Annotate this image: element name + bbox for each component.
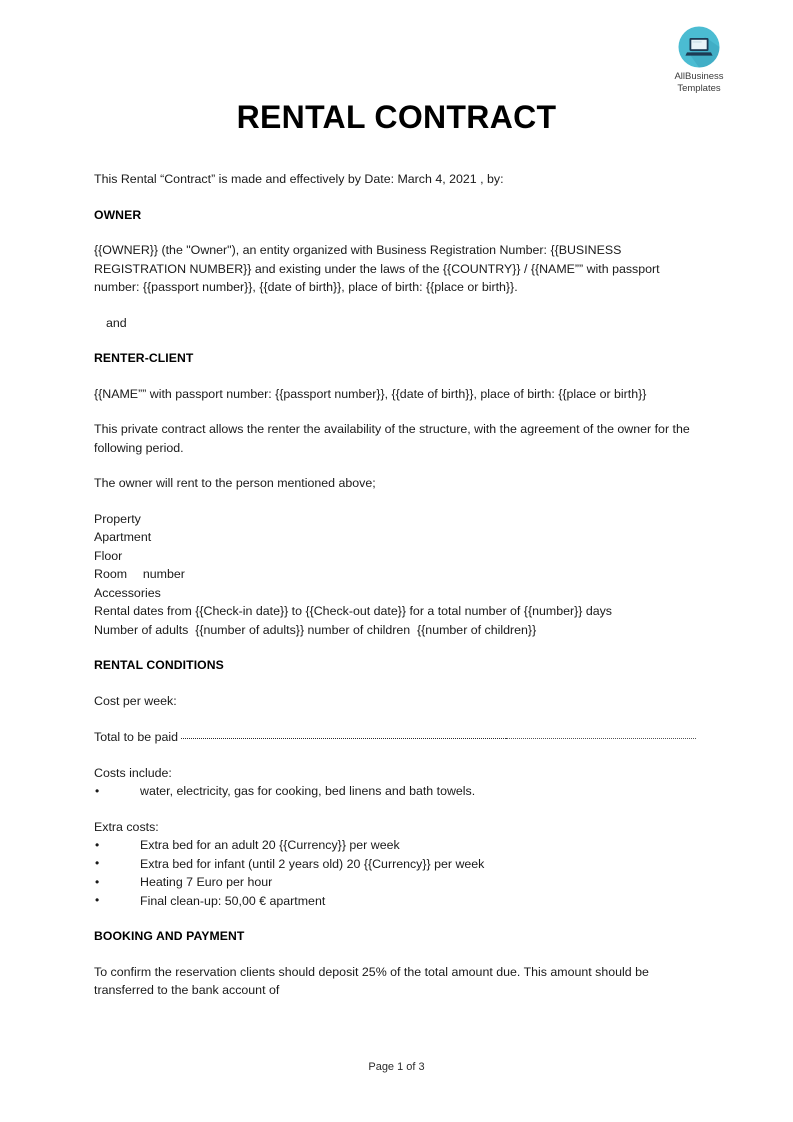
total-to-be-paid-label: Total to be paid [94, 730, 182, 744]
booking-and-payment-heading: BOOKING AND PAYMENT [94, 929, 245, 943]
owner-heading: OWNER [94, 207, 142, 222]
document-body [94, 170, 696, 1017]
list-item: Room number [94, 567, 185, 581]
costs-include-label: Costs include: [94, 765, 172, 780]
bullet-icon: • [95, 874, 100, 889]
list-item: Property [94, 511, 141, 526]
list-item: Number of adults {{number of adults}} number of children {{number of children}} [94, 622, 537, 637]
page-footer: Page 1 of 3 [368, 1061, 425, 1073]
rental-conditions-heading: RENTAL CONDITIONS [94, 658, 224, 672]
renter-client-paragraph: {{NAME”” with passport number: {{passport number}}, {{date of birth}}, place of birth: {{place or birth}} [94, 386, 647, 401]
brand-logo-text [643, 71, 755, 94]
costs-include-list [94, 782, 696, 801]
bullet-icon: • [95, 856, 100, 870]
total-to-be-paid-row [94, 727, 696, 747]
list-item-label: Final clean-up: 50,00 € apartment [140, 893, 326, 908]
bullet-icon: • [95, 783, 100, 798]
list-item [94, 873, 696, 892]
page-title: RENTAL CONTRACT [236, 99, 557, 135]
brand-logo-line1: AllBusiness [674, 71, 724, 82]
booking-and-payment-paragraph: To confirm the reservation clients should deposit 25% of the total amount due. This amount should be transferred to the bank account of [94, 964, 649, 997]
list-item: Apartment [94, 530, 152, 544]
list-item [94, 855, 696, 874]
owner-will-rent-paragraph: The owner will rent to the person mentioned above; [94, 476, 376, 490]
list-item-label: Extra bed for infant (until 2 years old) 20 {{Currency}} per week [140, 856, 485, 871]
brand-logo-line2: Templates [677, 82, 721, 94]
list-item [94, 836, 696, 855]
brand-logo [643, 26, 755, 94]
list-item-label: water, electricity, gas for cooking, bed linens and bath towels. [140, 784, 476, 798]
list-item-label: Heating 7 Euro per hour [140, 875, 273, 889]
owner-paragraph: {{OWNER}} (the "Owner"), an entity organized with Business Registration Number: {{BUSINESS REGISTRATION NUMBER}} and existing under the laws of the {{COUNTRY}} / {{NAME”” with passport number: {{passport number}}, {{date of birth}}, place of birth: {{place or birth}}. [94, 243, 660, 294]
and-text: and [106, 315, 127, 330]
list-item-label: Extra bed for an adult 20 {{Currency}} per week [140, 838, 400, 852]
private-contract-paragraph: This private contract allows the renter the availability of the structure, with the agreement of the owner for the following period. [94, 422, 690, 455]
property-details-list [94, 510, 696, 640]
bullet-icon: • [95, 893, 100, 907]
intro-paragraph: This Rental “Contract” is made and effectively by Date: March 4, 2021 , by: [94, 172, 504, 186]
extra-costs-label: Extra costs: [94, 819, 159, 834]
list-item: Rental dates from {{Check-in date}} to {{Check-out date}} for a total number of {{number}} days [94, 604, 612, 618]
cost-per-week-label: Cost per week: [94, 693, 177, 708]
list-item: Floor [94, 548, 123, 563]
list-item [94, 782, 696, 801]
extra-costs-list [94, 836, 696, 910]
renter-client-heading: RENTER-CLIENT [94, 351, 194, 365]
dotted-leader [181, 727, 696, 741]
list-item: Accessories [94, 585, 161, 600]
bullet-icon: • [95, 837, 100, 852]
list-item [94, 892, 696, 911]
laptop-icon [678, 26, 720, 68]
